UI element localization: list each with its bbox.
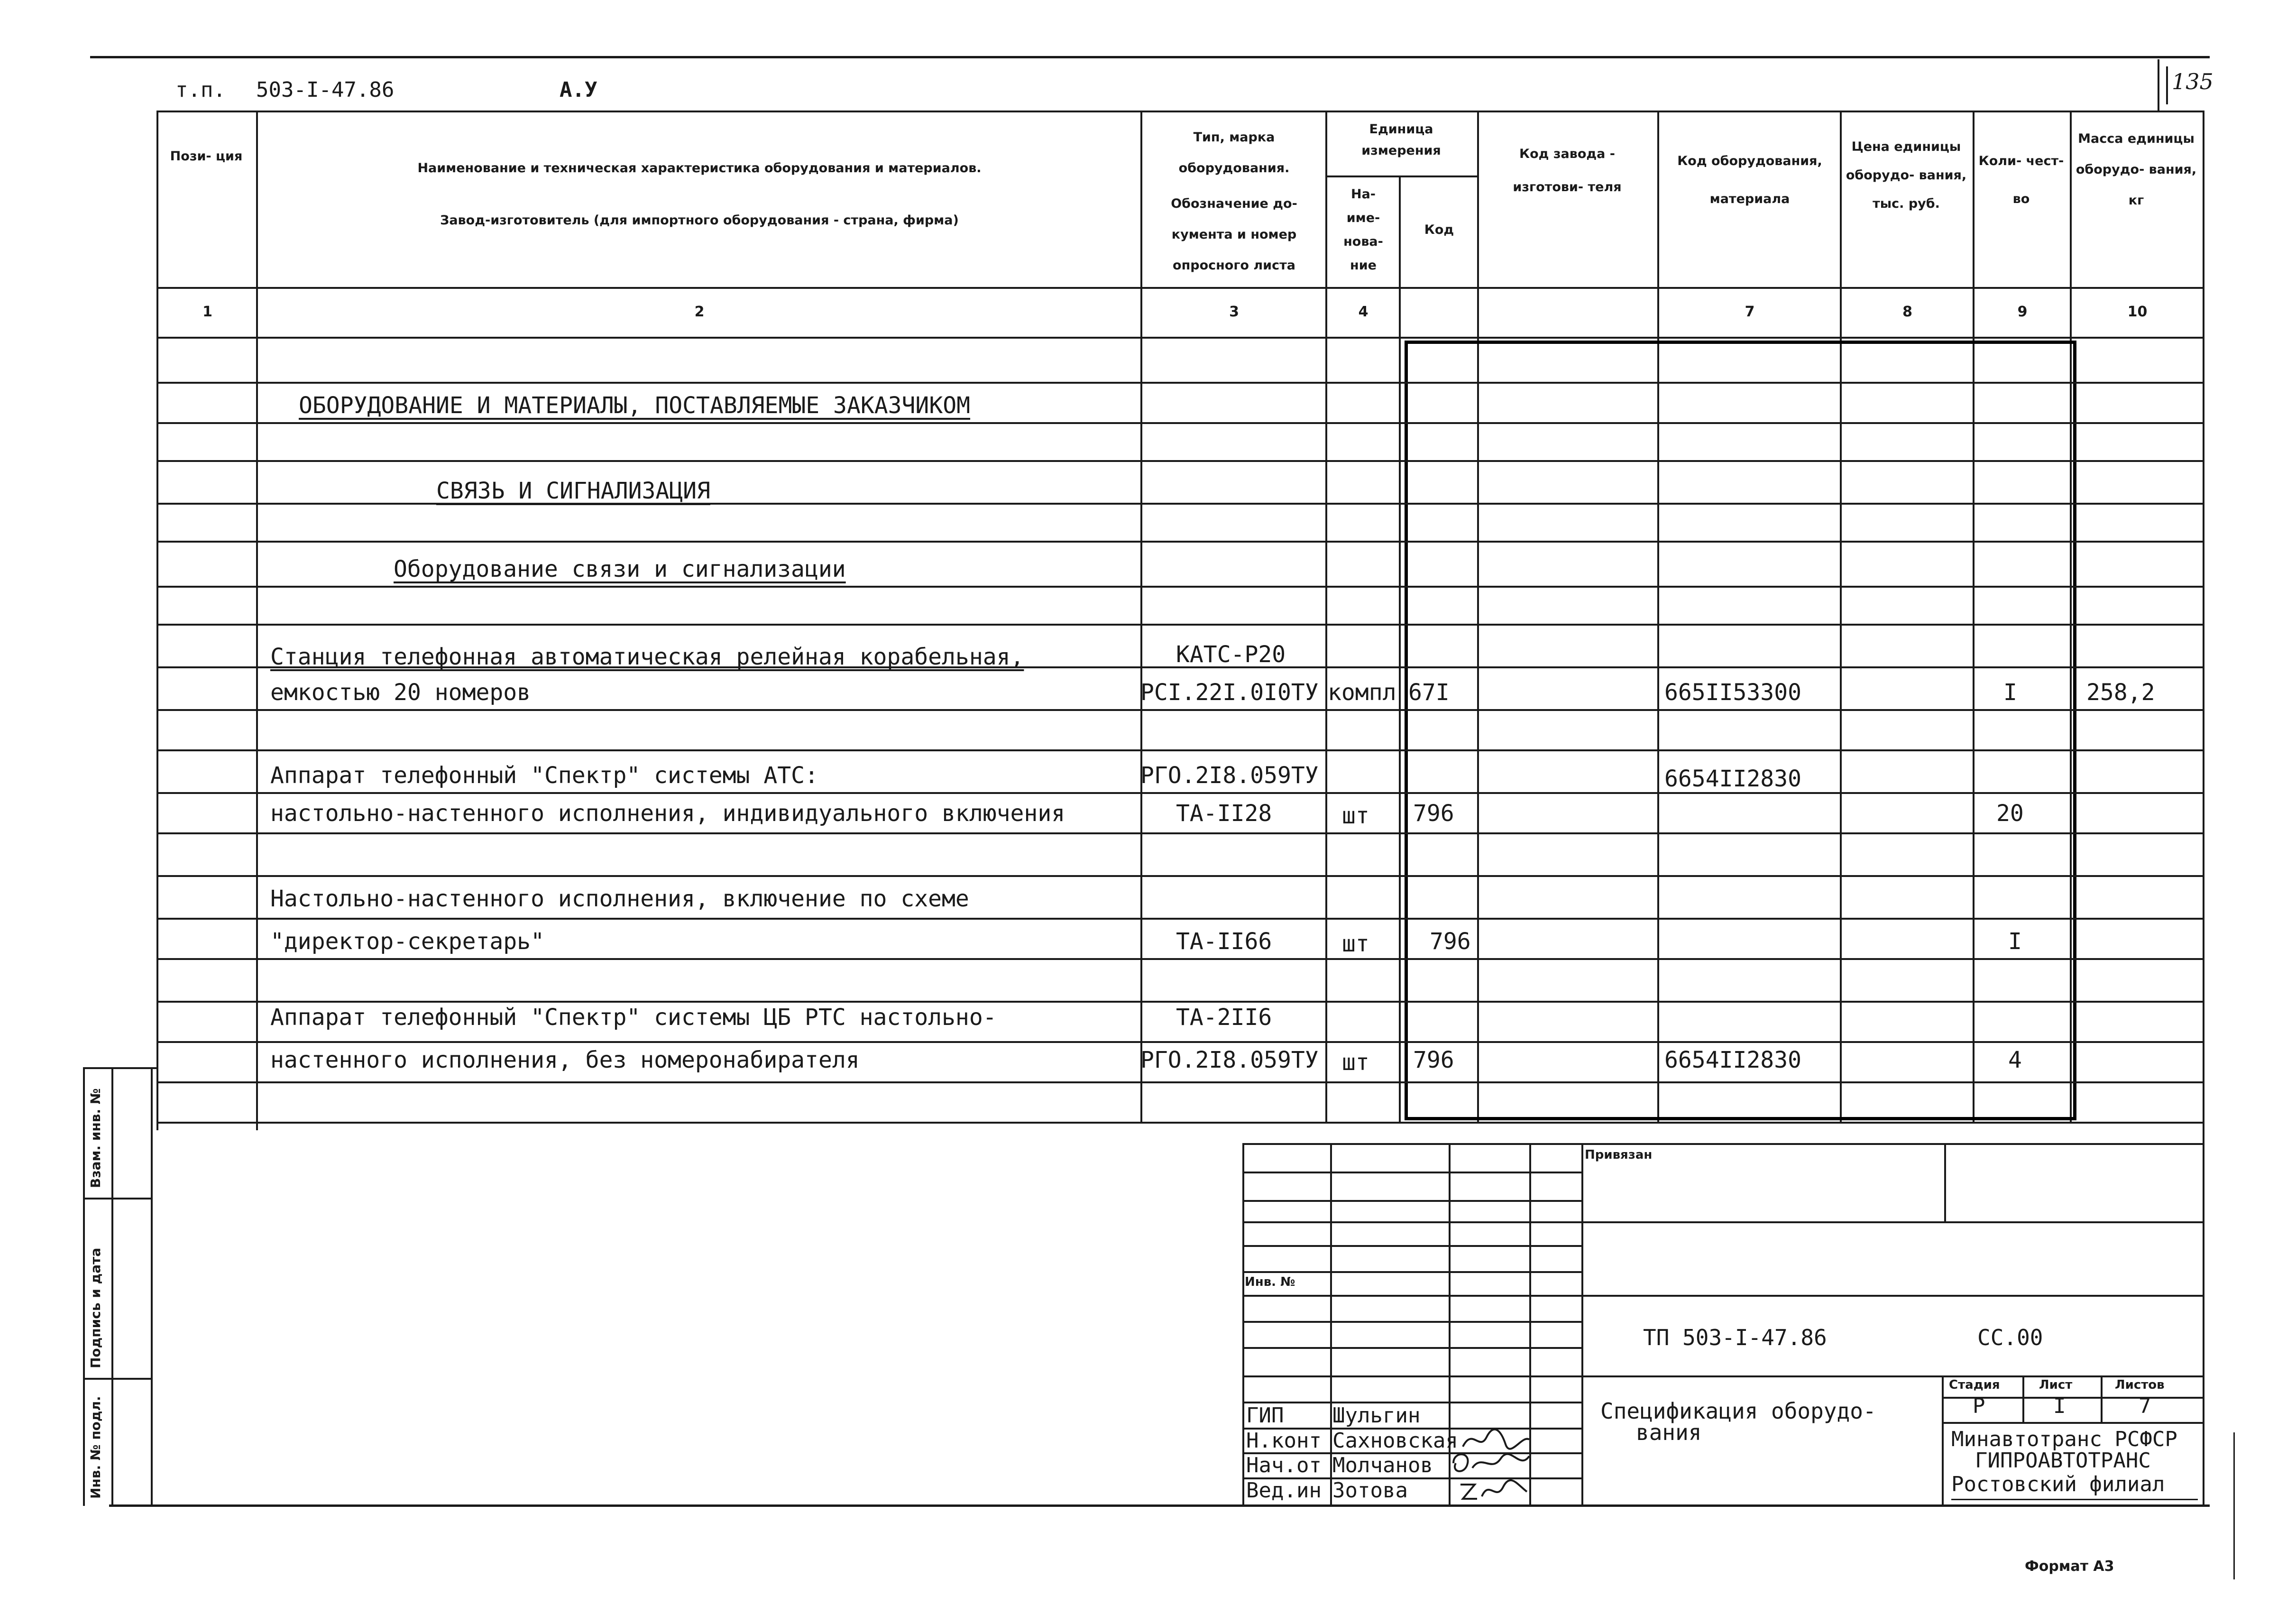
row-line <box>156 586 2203 588</box>
col-num-4: 4 <box>1358 304 1368 320</box>
tb-name-nachot: Молчанов <box>1332 1453 1433 1477</box>
col-header-qty: Коли- чест- во <box>1978 154 2064 206</box>
col-num-9: 9 <box>2017 304 2028 320</box>
col-sep-7 <box>1840 111 1842 1123</box>
row-line <box>156 1081 2203 1083</box>
tb-row <box>1242 1271 1581 1273</box>
tb-col4 <box>1581 1143 1583 1506</box>
tb-row <box>1242 1245 1581 1247</box>
col-header-name-line1: Наименование и техническая характеристика оборудования и материалов. <box>417 161 982 175</box>
row-line <box>156 624 2203 626</box>
row-line <box>156 460 2203 462</box>
tp-label: т.п. <box>175 78 226 102</box>
signature-molchanov <box>1449 1449 1534 1477</box>
format-label: Формат А3 <box>2025 1558 2114 1575</box>
row1-type-line2: РСI.22I.0I0ТУ <box>1140 679 1319 706</box>
tb-name-gip: Шульгин <box>1332 1403 1421 1428</box>
row3-unit-code: 796 <box>1413 800 1454 827</box>
numbers-bottom <box>156 337 2203 339</box>
col-num-10: 10 <box>2127 304 2148 320</box>
row-line <box>156 958 2203 960</box>
row3-type: ТА-II28 <box>1176 800 1272 827</box>
col-header-factory: Код завода - изготови- теля <box>1513 147 1622 194</box>
tb-col1 <box>1330 1143 1332 1506</box>
side-stamp-mid <box>111 1067 113 1506</box>
top-right-tick <box>2158 59 2159 111</box>
frame-bottom <box>109 1504 2210 1507</box>
row4-type: ТА-II66 <box>1176 928 1272 955</box>
row3-unit: шт <box>1342 803 1369 829</box>
tb-row <box>1242 1321 1581 1323</box>
signature-zotova <box>1456 1475 1532 1504</box>
side-stamp-div1 <box>83 1198 152 1200</box>
tb-stage-row2 <box>1942 1422 2203 1424</box>
tb-right-inner <box>1944 1143 1946 1221</box>
row4-name-line2: "директор-секретарь" <box>270 928 544 955</box>
tb-inv-no: Инв. № <box>1245 1275 1295 1289</box>
table-bottom <box>156 1122 2203 1124</box>
frame-right <box>2203 1122 2204 1506</box>
col-num-3: 3 <box>1229 304 1239 320</box>
tb-sheets: 7 <box>2139 1394 2151 1418</box>
row5-name-line2: настенного исполнения, без номеронабирателя <box>270 1047 860 1073</box>
row-line <box>156 749 2203 751</box>
row1-unit-code: 67I <box>1408 679 1450 706</box>
col-sep-9 <box>2070 111 2072 1123</box>
thick-bottom <box>1405 1117 2076 1120</box>
tb-stage-label: Стадия <box>1949 1378 2000 1392</box>
tb-title-line1: Спецификация оборудо- <box>1600 1398 1876 1424</box>
row-line <box>156 875 2203 877</box>
row-line <box>156 1041 2203 1043</box>
row4-unit: шт <box>1342 931 1369 957</box>
row-line <box>156 832 2203 834</box>
col-header-mass: Масса единицы оборудо- вания, кг <box>2076 131 2197 208</box>
col-header-name-line2: Завод-изготовитель (для импортного оборудования - страна, фирма) <box>440 213 959 228</box>
col-sep-10 <box>2203 111 2204 1123</box>
row3-name: настольно-настенного исполнения, индивидуального включения <box>270 800 1065 827</box>
col-sep-6 <box>1657 111 1659 1123</box>
row5-equip-code: 6654II2830 <box>1664 1047 1801 1073</box>
col-sep-5 <box>1477 111 1479 1123</box>
row5-name-line1: Аппарат телефонный "Спектр" системы ЦБ РТС настольно- <box>270 1004 997 1031</box>
row-line <box>156 918 2203 920</box>
tb-sheet: I <box>2053 1394 2066 1418</box>
col-header-type-l3: Обозначение до- <box>1171 196 1297 211</box>
tb-row <box>1242 1172 1581 1173</box>
row4-unit-code: 796 <box>1430 928 1471 955</box>
col-header-pos: Пози- ция <box>170 149 243 164</box>
row-line <box>156 382 2203 384</box>
table-top <box>156 111 2203 112</box>
tb-stage: Р <box>1973 1394 1985 1418</box>
row1-qty: I <box>2003 679 2017 706</box>
col-sep-2 <box>1140 111 1142 1123</box>
tb-privyazan: Привязан <box>1585 1148 1653 1162</box>
col-header-price: Цена единицы оборудо- вания, тыс. руб. <box>1846 139 1967 211</box>
header-bottom <box>156 287 2203 289</box>
row2-equip-code: 6654II2830 <box>1664 766 1801 792</box>
top-border-line <box>90 56 2210 58</box>
col-num-7: 7 <box>1745 304 1755 320</box>
thick-top <box>1405 341 2076 344</box>
side-stamp-div2 <box>83 1378 152 1380</box>
album-code: А.У <box>560 78 597 102</box>
tb-role-nachot: Нач.от <box>1246 1453 1322 1477</box>
row4-name-line1: Настольно-настенного исполнения, включение по схеме <box>270 886 969 912</box>
col-sep-4 <box>1399 175 1401 1122</box>
side-stamp-right <box>151 1067 153 1506</box>
col-sep-0 <box>156 111 158 1130</box>
row1-mass: 258,2 <box>2086 679 2155 706</box>
row1-type-line1: КАТС-Р20 <box>1176 641 1286 668</box>
row-line <box>156 422 2203 424</box>
row5-type-line2: РГО.2I8.059ТУ <box>1140 1047 1319 1073</box>
col-sep-1 <box>256 111 258 1130</box>
tb-row <box>1242 1200 1581 1202</box>
col-header-type-l5: опросного листа <box>1173 258 1295 273</box>
tb-role-vedin: Вед.ин <box>1246 1478 1322 1503</box>
section-heading-1: ОБОРУДОВАНИЕ И МАТЕРИАЛЫ, ПОСТАВЛЯЕМЫЕ ЗАКАЗЧИКОМ <box>299 392 971 419</box>
row1-equip-code: 665II53300 <box>1664 679 1801 706</box>
tb-stage-left <box>1942 1375 1944 1506</box>
tb-top <box>1242 1143 2203 1145</box>
tb-role-nkont: Н.конт <box>1246 1429 1322 1453</box>
row-line <box>156 709 2203 711</box>
col-header-unit: Единица измерения <box>1361 122 1441 158</box>
tb-org-line1: Минавтотранс РСФСР <box>1951 1427 2177 1451</box>
tb-row <box>1242 1347 1581 1349</box>
section-heading-3: Оборудование связи и сигнализации <box>394 556 846 582</box>
col-header-type-l2: оборудования. <box>1178 161 1290 175</box>
row-line <box>156 541 2203 543</box>
col-header-type-l4: кумента и номер <box>1171 227 1297 242</box>
col-num-8: 8 <box>1902 304 1912 320</box>
col-header-type-l1: Тип, марка <box>1193 130 1275 145</box>
row3-qty: 20 <box>1996 800 2024 827</box>
row1-name-line1: Станция телефонная автоматическая релейная корабельная, <box>270 644 1024 670</box>
tb-sheet-label: Лист <box>2039 1378 2073 1392</box>
side-podpis-data: Подпись и дата <box>88 1247 103 1368</box>
tb-row <box>1242 1375 2203 1377</box>
page-num-sep <box>2166 66 2168 104</box>
right-margin-tick <box>2233 1432 2235 1579</box>
tb-sheet-code: СС.00 <box>1977 1325 2043 1350</box>
tb-stage-mid1 <box>2022 1375 2024 1423</box>
side-stamp-top <box>83 1067 156 1069</box>
col-num-2: 2 <box>694 304 705 320</box>
row2-name: Аппарат телефонный "Спектр" системы АТС: <box>270 762 818 789</box>
col-header-equip-code: Код оборудования, материала <box>1677 154 1822 206</box>
row1-unit: компл <box>1328 679 1396 706</box>
row5-unit: шт <box>1342 1049 1369 1076</box>
tb-name-nkont: Сахновская <box>1332 1429 1458 1453</box>
tb-name-vedin: Зотова <box>1332 1478 1408 1503</box>
row1-name-line2: емкостью 20 номеров <box>270 679 531 706</box>
row-line <box>156 792 2203 794</box>
tb-row <box>1242 1221 2203 1223</box>
side-stamp-left <box>83 1067 85 1506</box>
tb-org-line3: Ростовский филиал <box>1951 1472 2165 1496</box>
tb-left <box>1242 1143 1244 1506</box>
row4-qty: I <box>2008 928 2022 955</box>
tb-org-line2: ГИПРОАВТОТРАНС <box>1975 1449 2151 1473</box>
unit-split-line <box>1325 175 1477 177</box>
row2-type: РГО.2I8.059ТУ <box>1140 762 1319 789</box>
page-number: 135 <box>2172 69 2213 94</box>
row5-unit-code: 796 <box>1413 1047 1454 1073</box>
tp-number: 503-I-47.86 <box>256 78 395 102</box>
tb-org-underline <box>1951 1499 2198 1500</box>
col-sep-8 <box>1973 111 1975 1123</box>
side-vzam-inv: Взам. инв. № <box>88 1088 103 1188</box>
col-header-unit-name: На- име- нова- ние <box>1343 187 1383 273</box>
tb-role-gip: ГИП <box>1246 1403 1284 1428</box>
tb-row <box>1242 1295 2203 1297</box>
tb-sheets-label: Листов <box>2115 1378 2165 1392</box>
row-line <box>156 1001 2203 1003</box>
tb-title-line2: вания <box>1636 1420 1702 1445</box>
col-sep-3 <box>1325 111 1327 1123</box>
side-inv-podl: Инв. № подл. <box>88 1396 103 1499</box>
section-heading-2: СВЯЗЬ И СИГНАЛИЗАЦИЯ <box>436 478 710 504</box>
row5-type-line1: ТА-2II6 <box>1176 1004 1272 1031</box>
tb-doc-code: ТП 503-I-47.86 <box>1643 1325 1827 1350</box>
row5-qty: 4 <box>2008 1047 2022 1073</box>
col-header-unit-code: Код <box>1424 222 1454 237</box>
col-num-1: 1 <box>202 304 212 320</box>
tb-stage-mid2 <box>2101 1375 2103 1423</box>
